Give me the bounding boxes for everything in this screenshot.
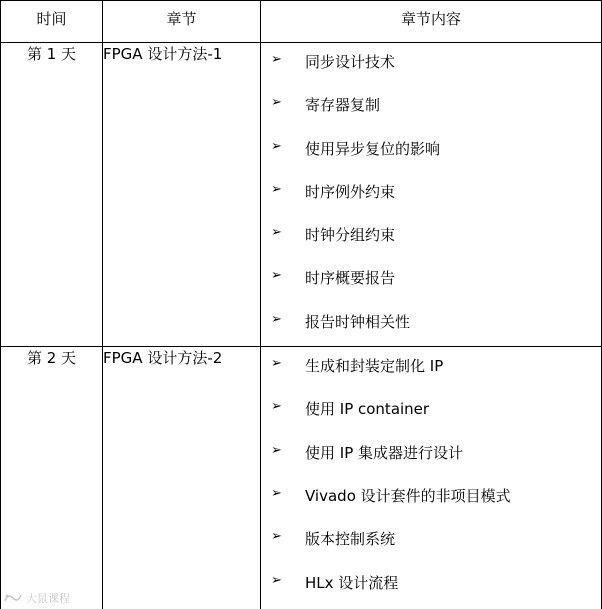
day-cell: 第 2 天 (1, 347, 103, 609)
list-item (261, 520, 601, 563)
chapter-cell: FPGA 设计方法-1 (103, 43, 261, 347)
topic-label: Vivado 设计套件的非项目模式 (305, 486, 511, 505)
arrow-right-icon: ➢ (271, 268, 282, 284)
arrow-right-icon: ➢ (271, 311, 282, 327)
list-item (261, 216, 601, 259)
list-item (261, 390, 601, 433)
arrow-right-icon: ➢ (271, 485, 282, 501)
list-item (261, 130, 601, 173)
watermark (2, 590, 70, 606)
arrow-right-icon: ➢ (271, 52, 282, 67)
topic-label: 版本控制系统 (305, 530, 396, 549)
list-item (261, 434, 601, 477)
topic-label: 使用 IP 集成器进行设计 (305, 443, 464, 462)
list-item (261, 259, 601, 302)
topic-label: 时钟分组约束 (305, 226, 396, 245)
topic-label: 同步设计技术 (305, 53, 396, 71)
topic-label: 生成和封装定制化 IP (305, 357, 444, 376)
topic-label: 报告时钟相关性 (305, 312, 411, 331)
arrow-right-icon: ➢ (271, 181, 282, 197)
topic-label: 时序概要报告 (305, 269, 396, 288)
topic-label: 使用 IP container (305, 400, 430, 419)
header-content: 章节内容 (261, 1, 602, 43)
topic-list (261, 43, 601, 346)
arrow-right-icon: ➢ (271, 356, 282, 372)
arrow-right-icon: ➢ (271, 442, 282, 458)
topic-label: 使用异步复位的影响 (305, 139, 441, 158)
arrow-right-icon: ➢ (271, 399, 282, 415)
list-item (261, 86, 601, 129)
list-item (261, 43, 601, 86)
arrow-right-icon: ➢ (271, 529, 282, 545)
list-item (261, 303, 601, 346)
table-row (1, 43, 602, 347)
list-item (261, 347, 601, 390)
list-item (261, 477, 601, 520)
header-chapter: 章节 (103, 1, 261, 43)
header-time: 时间 (1, 1, 103, 43)
topic-label: 寄存器复制 (305, 96, 381, 115)
watermark-logo-icon (2, 591, 24, 605)
topic-list (261, 347, 601, 607)
arrow-right-icon: ➢ (271, 95, 282, 111)
arrow-right-icon: ➢ (271, 138, 282, 154)
list-item (261, 173, 601, 216)
table-row (1, 347, 602, 609)
content-cell (261, 347, 602, 609)
table-header-row (1, 1, 602, 43)
arrow-right-icon: ➢ (271, 572, 282, 588)
topic-label: 时序例外约束 (305, 182, 396, 201)
arrow-right-icon: ➢ (271, 225, 282, 241)
day-cell: 第 1 天 (1, 43, 103, 347)
chapter-cell: FPGA 设计方法-2 (103, 347, 261, 609)
list-item (261, 564, 601, 607)
content-cell (261, 43, 602, 347)
topic-label: HLx 设计流程 (305, 573, 399, 592)
watermark-text: 大鼠课程 (26, 592, 70, 605)
